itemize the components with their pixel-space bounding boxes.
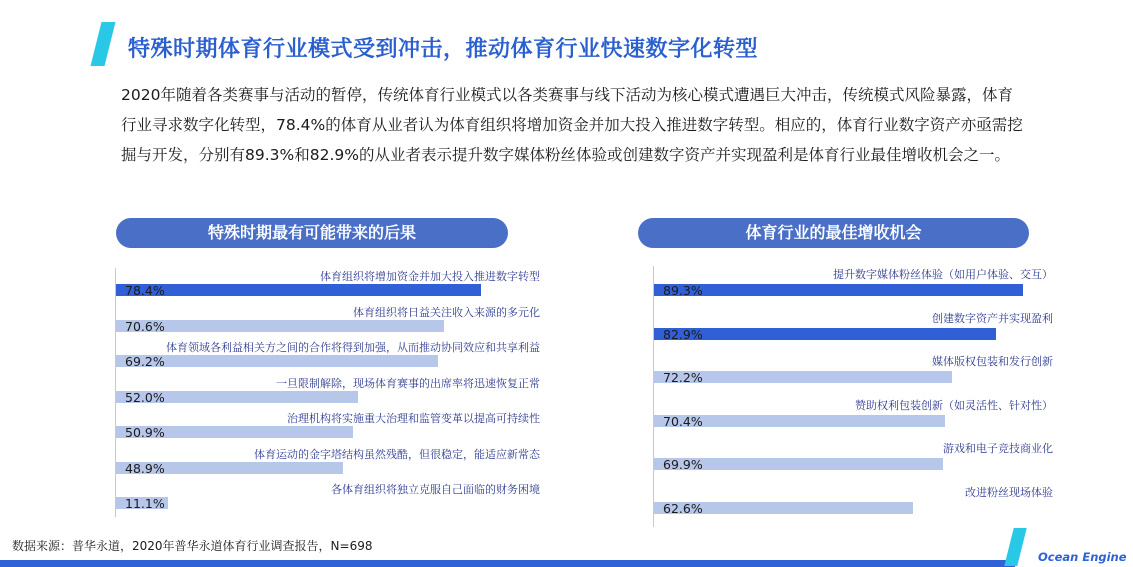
chart-row xyxy=(653,484,1053,528)
title-accent-bar xyxy=(91,22,116,66)
bar xyxy=(654,284,1023,296)
bar-value-label: 11.1% xyxy=(125,496,165,511)
chart-row xyxy=(115,375,540,411)
chart-title-right: 体育行业的最佳增收机会 xyxy=(638,218,1029,248)
bar-category-label: 赞助权利包装创新（如灵活性、针对性） xyxy=(855,398,1053,412)
chart-row xyxy=(653,397,1053,441)
bar-value-label: 70.6% xyxy=(125,318,165,334)
chart-row xyxy=(653,353,1053,397)
bar-category-label: 提升数字媒体粉丝体验（如用户体验、交互） xyxy=(833,268,1053,281)
bar-value-label: 78.4% xyxy=(125,283,165,298)
bar xyxy=(654,328,996,340)
bar-value-label: 70.4% xyxy=(663,413,703,429)
bar-value-label: 48.9% xyxy=(125,460,165,476)
bar-value-label: 69.9% xyxy=(663,457,703,472)
chart-row xyxy=(653,440,1053,484)
chart-row xyxy=(115,410,540,446)
chart-title-left: 特殊时期最有可能带来的后果 xyxy=(116,218,508,248)
bar-category-label: 创建数字资产并实现盈利 xyxy=(932,311,1053,325)
bar-value-label: 62.6% xyxy=(663,500,703,516)
bar-category-label: 体育组织将增加资金并加大投入推进数字转型 xyxy=(320,270,540,283)
bar-value-label: 52.0% xyxy=(125,389,165,405)
bar-category-label: 治理机构将实施重大治理和监管变革以提高可持续性 xyxy=(287,412,540,425)
bar xyxy=(116,284,481,296)
bar-value-label: 72.2% xyxy=(663,370,703,385)
bar-category-label: 体育组织将日益关注收入来源的多元化 xyxy=(353,305,540,319)
chart-row xyxy=(653,310,1053,354)
ocean-engine-logo: Ocean Engine xyxy=(1038,550,1127,564)
page-title: 特殊时期体育行业模式受到冲击，推动体育行业快速数字化转型 xyxy=(128,37,759,62)
chart-row xyxy=(115,304,540,340)
intro-paragraph: 2020年随着各类赛事与活动的暂停，传统体育行业模式以各类赛事与线下活动为核心模式遭遇巨大冲击，传统模式风险暴露，体育行业寻求数字化转型，78.4%的体育从业者认为体育组织将增加资金并加大投入推进数字转型。相应的，体育行业数字资产亦亟需挖掘与开发，分别有89.3%和82.9%的从业者表示提升数字媒体粉丝体验或创建数字资产并实现盈利是体育行业最佳增收机会之一。 xyxy=(121,86,1023,164)
chart-row xyxy=(115,446,540,482)
right-bar-chart xyxy=(653,266,1053,516)
chart-row xyxy=(115,481,540,517)
left-bar-chart xyxy=(115,268,540,518)
bar-value-label: 50.9% xyxy=(125,425,165,440)
chart-row xyxy=(653,266,1053,310)
bar-value-label: 69.2% xyxy=(125,354,165,369)
bar-category-label: 体育领域各利益相关方之间的合作将得到加强，从而推动协同效应和共享利益 xyxy=(166,341,540,354)
bar xyxy=(116,320,444,332)
bar-value-label: 82.9% xyxy=(663,326,703,342)
bar-value-label: 89.3% xyxy=(663,283,703,298)
bar-category-label: 体育运动的金字塔结构虽然残酷，但很稳定，能适应新常态 xyxy=(254,447,540,461)
footer-bar xyxy=(0,560,1015,567)
bar-category-label: 各体育组织将独立克服自己面临的财务困境 xyxy=(331,483,540,496)
bar-category-label: 改进粉丝现场体验 xyxy=(965,485,1053,499)
bar-category-label: 媒体版权包装和发行创新 xyxy=(932,355,1053,368)
footer-accent-slash xyxy=(1004,528,1026,566)
chart-row xyxy=(115,268,540,304)
bar-category-label: 游戏和电子竞技商业化 xyxy=(943,442,1053,455)
chart-row xyxy=(115,339,540,375)
data-source-note: 数据来源：普华永道，2020年普华永道体育行业调查报告，N=698 xyxy=(12,539,373,553)
bar-category-label: 一旦限制解除，现场体育赛事的出席率将迅速恢复正常 xyxy=(276,376,540,390)
